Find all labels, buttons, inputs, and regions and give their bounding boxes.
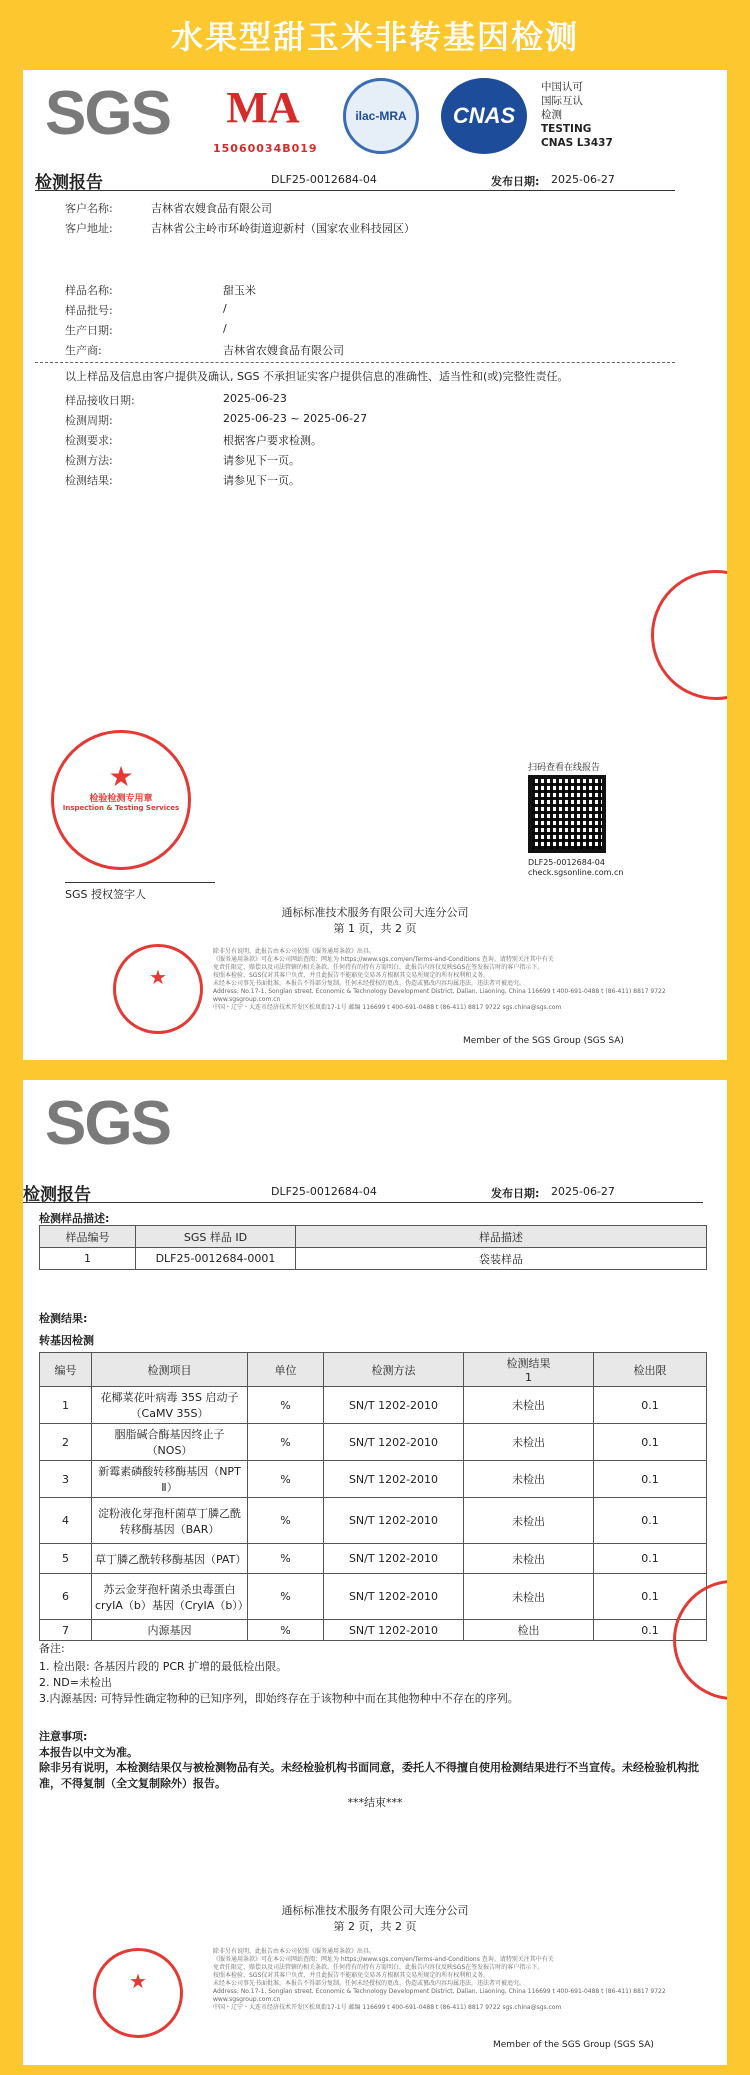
page-number: 第 1 页，共 2 页 — [333, 922, 417, 935]
attention-1: 本报告以中文为准。 — [39, 1746, 138, 1759]
sample-table-cell: 1 — [40, 1248, 136, 1270]
cnas-text: 中国认可 国际互认 检测 TESTING CNAS L3437 — [541, 81, 613, 149]
client-name: 吉林省农嫂食品有限公司 — [151, 202, 272, 215]
table-row: 4 淀粉液化芽孢杆菌草丁膦乙酰转移酶基因（BAR） % SN/T 1202-2010 未检出 0.1 — [40, 1498, 707, 1544]
company-name-page2: 通标标准技术服务有限公司大连分公司 — [281, 1904, 469, 1917]
sample-desc-title: 检测样品描述: — [39, 1212, 110, 1225]
cma-logo: MA 15060034B019 — [213, 83, 318, 155]
sample-table-header: 样品描述 — [296, 1226, 707, 1248]
receive-date: 2025-06-23 — [223, 392, 287, 405]
report-number-page2: DLF25-0012684-04 — [271, 1185, 377, 1198]
cnas-logo: CNAS — [441, 78, 527, 154]
footer-terms-page2: 除非另有说明，此报告由本公司依照《服务通用条款》出具。 《服务通用条款》可在本公司网站查阅：网址为 https://www.sgs.com/en/Terms-and-Conditions 查询。请特别关注其中有关 免责任限定、赔偿以及司法管辖的相关条款。任何持有的持有方需明白，此报告内容仅反映SGS在签发报告时的客户指示下。 按照本检验、SGS仅对其客户负责，并且此报告不能豁免交易各方根据其交易所规定的所有权利和义务。 未经本公司事先书面批准，本报告不得部分复制。任何未经授权的更改、伪造或篡改内容均属违法，违法者可被追究。 Address: No.17-1, Songlan street, Economic & Technology Development District, Dalian, Liaoning, China 116699 t 400-691-0488 t (86-411) 8817 9722 www.sgsgroup.com.cn 中国・辽宁・大连市经济技术开发区松岚街17-1号 邮编 116699 t 400-691-0488 t (86-411) 8817 9722 sgs.china@sgs.com — [213, 1948, 666, 2011]
end-marker: ***结束*** — [347, 1796, 403, 1809]
footer-stamp-page2 — [93, 1948, 183, 2038]
sample-name-label: 样品名称: — [65, 284, 113, 297]
footer-stamp-star-icon: ★ — [149, 965, 167, 989]
note-3: 3.内源基因: 可特异性确定物种的已知序列，即始终存在于该物种中而在其他物种中不存在的序列。 — [39, 1692, 519, 1705]
qr-report-no: DLF25-0012684-04 — [528, 858, 605, 867]
client-address: 吉林省公主岭市环岭街道迎新村（国家农业科技园区） — [151, 222, 415, 235]
sample-table-cell: DLF25-0012684-0001 — [136, 1248, 296, 1270]
results-title: 检测结果: — [39, 1312, 88, 1325]
footer-member: Member of the SGS Group (SGS SA) — [463, 1036, 624, 1046]
footer-terms: 除非另有说明，此报告由本公司依照《服务通用条款》出具。 《服务通用条款》可在本公司网站查阅：网址为 https://www.sgs.com/en/Terms-and-Conditions 查询。请特别关注其中有关 免责任限定、赔偿以及司法管辖的相关条款。任何持有的持有方需明白，此报告内容仅反映SGS在签发报告时的客户指示下。 按照本检验、SGS仅对其客户负责，并且此报告不能豁免交易各方根据其交易所规定的所有权利和义务。 未经本公司事先书面批准，本报告不得部分复制。任何未经授权的更改、伪造或篡改内容均属违法，违法者可被追究。 Address: No.17-1, Songlan street, Economic & Technology Development District, Dalian, Liaoning, China 116699 t 400-691-0488 t (86-411) 8817 9722 www.sgsgroup.com.cn 中国・辽宁・大连市经济技术开发区松岚街17-1号 邮编 116699 t 400-691-0488 t (86-411) 8817 9722 sgs.china@sgs.com — [213, 948, 666, 1011]
report-title-page2: 检测报告 — [23, 1185, 91, 1205]
footer-stamp — [113, 944, 203, 1034]
report-page-2 — [23, 1080, 727, 2065]
company-stamp: ★ 检验检测专用章 Inspection & Testing Services — [51, 730, 191, 870]
table-row: 5 草丁膦乙酰转移酶基因（PAT） % SN/T 1202-2010 未检出 0.1 — [40, 1544, 707, 1574]
result-table-header: 检测方法 — [324, 1353, 464, 1387]
issue-date-page2: 2025-06-27 — [551, 1185, 615, 1198]
table-row: 2 胭脂碱合酶基因终止子（NOS） % SN/T 1202-2010 未检出 0.1 — [40, 1424, 707, 1461]
issue-date: 2025-06-27 — [551, 173, 615, 186]
disclaimer: 以上样品及信息由客户提供及确认, SGS 不承担证实客户提供信息的准确性、适当性和(或)完整性责任。 — [65, 370, 569, 383]
qr-code-icon[interactable] — [528, 775, 606, 853]
test-method-label: 检测方法: — [65, 454, 113, 467]
client-address-label: 客户地址: — [65, 222, 113, 235]
table-row: 3 新霉素磷酸转移酶基因（NPT Ⅱ） % SN/T 1202-2010 未检出 0.1 — [40, 1461, 707, 1498]
issue-date-label-page2: 发布日期: — [491, 1187, 540, 1200]
report-number: DLF25-0012684-04 — [271, 173, 377, 186]
sample-table-header: 样品编号 — [40, 1226, 136, 1248]
qr-caption: 扫码查看在线报告 — [528, 763, 601, 773]
test-requirement-label: 检测要求: — [65, 434, 113, 447]
sample-table — [39, 1225, 707, 1270]
gmo-title: 转基因检测 — [39, 1334, 94, 1347]
sample-table-cell: 袋装样品 — [296, 1248, 707, 1270]
company-name: 通标标准技术服务有限公司大连分公司 — [281, 906, 469, 919]
attention-2: 除非另有说明，本检测结果仅与被检测物品有关。未经检验机构书面同意，委托人不得擅自使用检测结果进行不当宣传。未经检验机构批准，不得复制（全文复制除外）报告。 — [39, 1761, 699, 1790]
ilac-logo: ilac-MRA — [343, 78, 419, 154]
test-period-label: 检测周期: — [65, 414, 113, 427]
sample-batch: / — [223, 302, 227, 315]
sgs-logo-page2: SGS — [45, 1089, 170, 1158]
result-table — [39, 1352, 707, 1641]
banner-title: 水果型甜玉米非转基因检测 — [170, 18, 579, 56]
sgs-logo: SGS — [45, 79, 170, 148]
report-title: 检测报告 — [35, 173, 103, 193]
report-page-1 — [23, 70, 727, 1060]
test-result-label: 检测结果: — [65, 474, 113, 487]
table-row: 6 苏云金芽孢杆菌杀虫毒蛋白 cryIA（b）基因（CryIA（b）） % SN/T 1202-2010 未检出 0.1 — [40, 1574, 707, 1620]
side-stamp — [651, 570, 727, 700]
banner — [0, 0, 750, 70]
signatory: SGS 授权签字人 — [65, 888, 146, 901]
receive-date-label: 样品接收日期: — [65, 394, 135, 407]
qr-url: check.sgsonline.com.cn — [528, 868, 624, 877]
footer-stamp-star-icon: ★ — [129, 1969, 147, 1993]
result-table-header: 检出限 — [594, 1353, 707, 1387]
sample-batch-label: 样品批号: — [65, 304, 113, 317]
result-table-header: 检测项目 — [92, 1353, 248, 1387]
sample-name: 甜玉米 — [223, 284, 256, 297]
notes-title: 备注: — [39, 1642, 65, 1655]
attention-title: 注意事项: — [39, 1730, 88, 1743]
test-method: 请参见下一页。 — [223, 454, 300, 467]
note-1: 1. 检出限: 各基因片段的 PCR 扩增的最低检出限。 — [39, 1660, 288, 1673]
test-period: 2025-06-23 ~ 2025-06-27 — [223, 412, 368, 425]
client-name-label: 客户名称: — [65, 202, 113, 215]
table-row: 1 花椰菜花叶病毒 35S 启动子（CaMV 35S） % SN/T 1202-2010 未检出 0.1 — [40, 1387, 707, 1424]
manufacturer: 吉林省农嫂食品有限公司 — [223, 344, 344, 357]
production-date: / — [223, 322, 227, 335]
result-table-header: 检测结果 1 — [464, 1353, 594, 1387]
test-requirement: 根据客户要求检测。 — [223, 434, 322, 447]
sample-table-header: SGS 样品 ID — [136, 1226, 296, 1248]
result-table-header: 单位 — [248, 1353, 324, 1387]
manufacturer-label: 生产商: — [65, 344, 102, 357]
footer-member-page2: Member of the SGS Group (SGS SA) — [493, 2040, 654, 2050]
issue-date-label: 发布日期: — [491, 175, 540, 188]
table-row: 7 内源基因 % SN/T 1202-2010 检出 0.1 — [40, 1620, 707, 1641]
stamp-star-icon: ★ — [108, 760, 134, 793]
test-result: 请参见下一页。 — [223, 474, 300, 487]
note-2: 2. ND=未检出 — [39, 1676, 112, 1689]
production-date-label: 生产日期: — [65, 324, 113, 337]
page-number-page2: 第 2 页，共 2 页 — [333, 1920, 417, 1933]
result-table-header: 编号 — [40, 1353, 92, 1387]
